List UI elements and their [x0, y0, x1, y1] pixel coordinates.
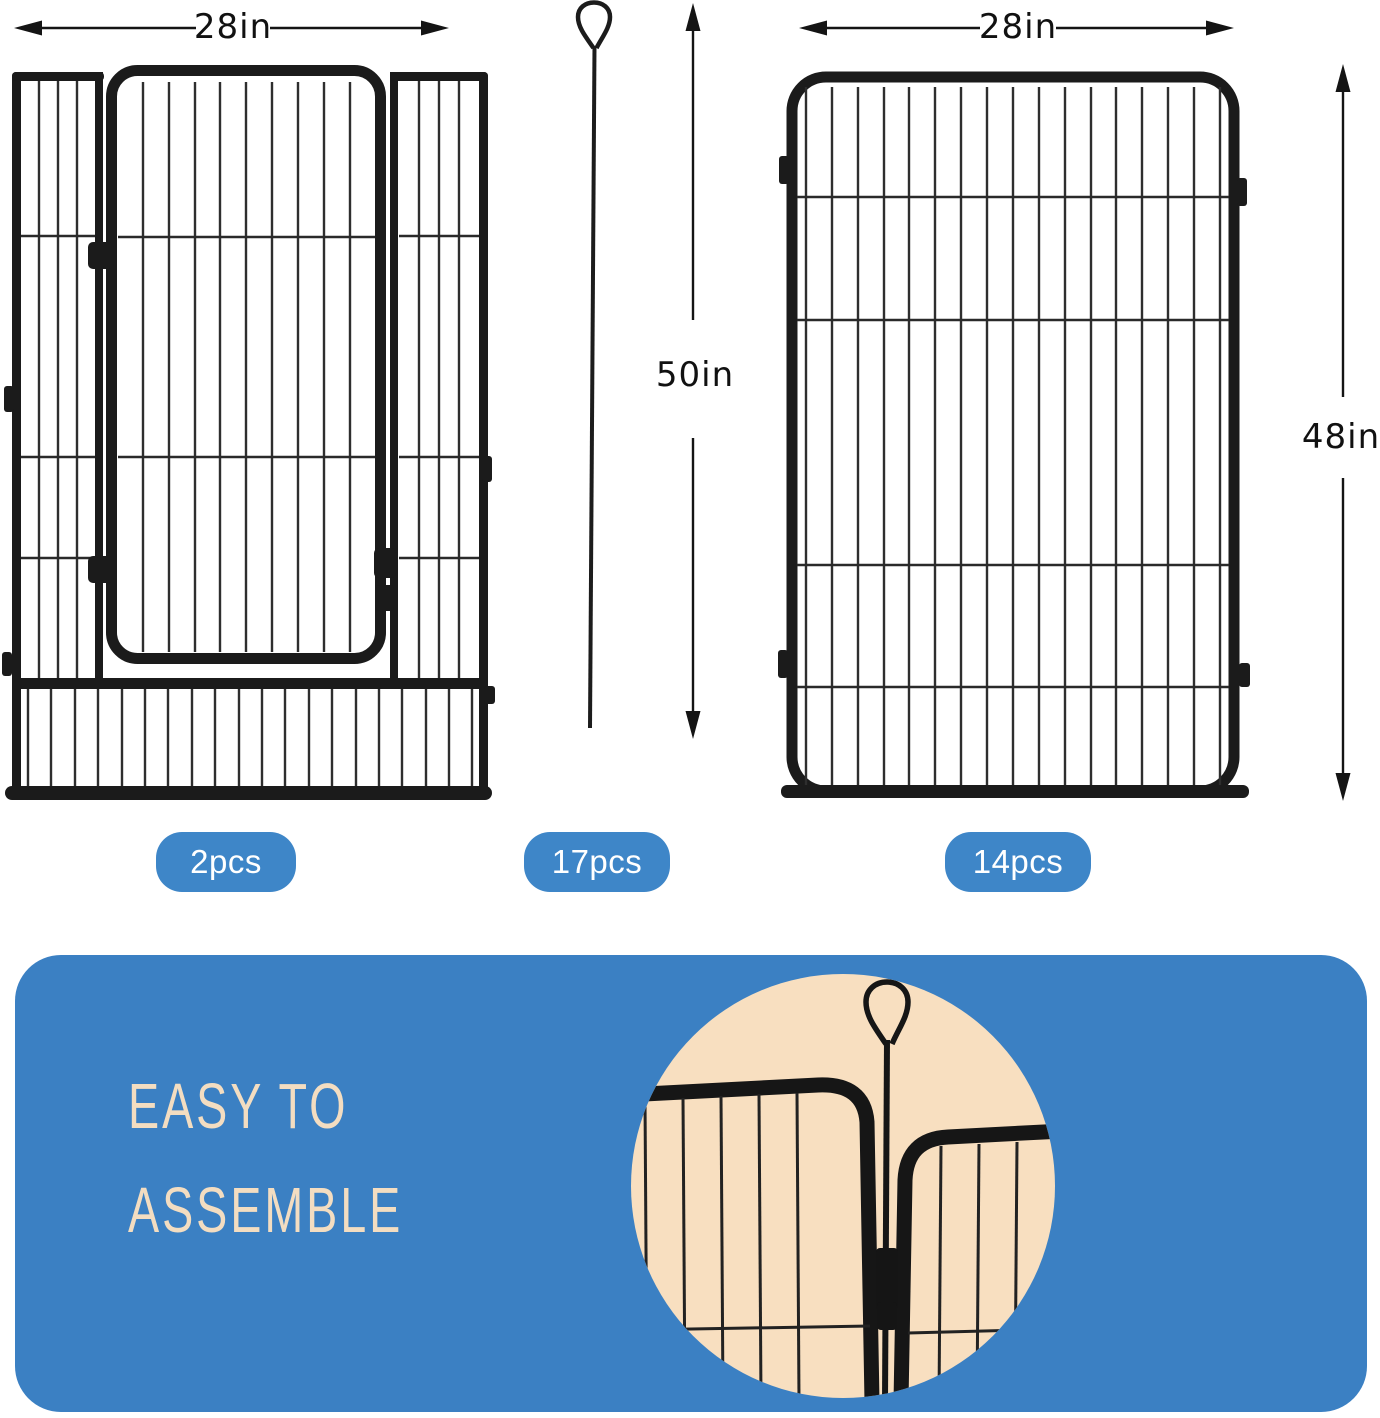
- gate-panel-illustration: [2, 71, 495, 801]
- stake-qty-label: 17pcs: [551, 843, 643, 880]
- fence-panel-wires: [806, 87, 1220, 785]
- stake-qty-badge: [524, 832, 670, 892]
- assembly-detail-inset: [625, 974, 1062, 1402]
- banner-text-line2: ASSEMBLE: [128, 1174, 404, 1246]
- gate-qty-label: 2pcs: [190, 843, 262, 880]
- inset-circle: [631, 974, 1055, 1398]
- gate-qty-badge: [156, 832, 296, 892]
- fence-qty-badge: [945, 832, 1091, 892]
- banner-text-line1: EASY TO: [128, 1070, 349, 1142]
- stake-height-label: 50in: [655, 355, 735, 395]
- fence-qty-label: 14pcs: [972, 843, 1064, 880]
- gate-width-label: 28in: [193, 7, 273, 47]
- fence-height-label: 48in: [1301, 417, 1380, 457]
- gate-bottom-band-wires: [28, 689, 472, 786]
- ground-stake-illustration: [578, 3, 610, 729]
- fence-width-label: 28in: [978, 7, 1058, 47]
- fence-panel-illustration: [778, 77, 1250, 798]
